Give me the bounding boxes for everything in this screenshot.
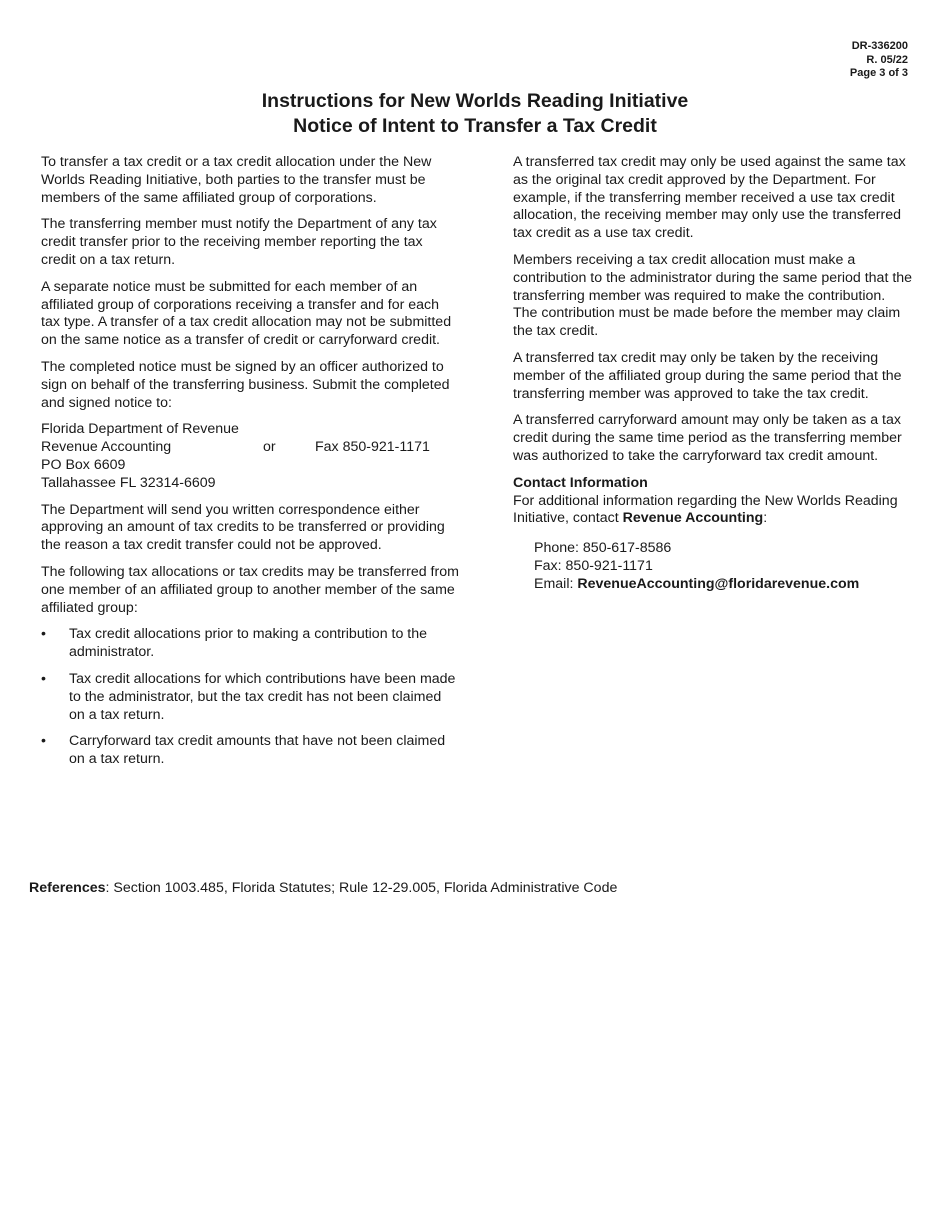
form-number: DR-336200 xyxy=(851,40,908,52)
paragraph-signing: The completed notice must be signed by an officer authorized to sign on behalf of the transferring business. Submit the completed and signed notice to: xyxy=(41,358,450,411)
list-item xyxy=(41,671,459,724)
form-identifier xyxy=(850,40,908,81)
left-column xyxy=(41,154,459,778)
contact-details xyxy=(534,540,913,593)
contact-intro-text: For additional information regarding the New Worlds Reading Initiative, contact xyxy=(513,492,898,527)
mailing-address xyxy=(41,421,459,492)
list-item xyxy=(41,733,459,769)
address-fax: Fax 850-921-1171 xyxy=(315,439,430,456)
contact-email-label: Email: xyxy=(534,575,578,592)
paragraph-carryforward: A transferred carryforward amount may only be taken as a tax credit during the same time period as the transferring member was authorized to take the carryforward tax credit amount. xyxy=(513,412,902,464)
contact-email-line xyxy=(534,576,913,594)
bullet-icon: • xyxy=(41,670,46,687)
references xyxy=(29,880,617,898)
title-line-2: Notice of Intent to Transfer a Tax Credit xyxy=(293,114,657,137)
address-or: or xyxy=(263,439,276,456)
title-line-1: Instructions for New Worlds Reading Initiative xyxy=(261,90,689,112)
paragraph-correspondence: The Department will send you written correspondence either approving an amount of tax credits to be transferred or providing the reason a tax credit transfer could not be approved. xyxy=(41,501,445,554)
paragraph-notify-department: The transferring member must notify the Department of any tax credit transfer prior to the receiving member reporting the tax credit on a tax return. xyxy=(41,216,437,268)
contact-fax: Fax: 850-921-1171 xyxy=(534,557,653,574)
paragraph-separate-notice: A separate notice must be submitted for each member of an affiliated group of corporations receiving a transfer and for each tax type. A transfer of a tax credit allocation may not be submitted on the same notice as a transfer of credit or carryforward credit. xyxy=(41,278,452,349)
address-line-2: Revenue Accounting xyxy=(41,439,172,456)
address-line-4: Tallahassee FL 32314-6609 xyxy=(41,474,216,491)
address-line-3: PO Box 6609 xyxy=(41,456,126,473)
right-column xyxy=(513,154,913,594)
paragraph-same-tax: A transferred tax credit may only be used against the same tax as the original tax credit approved by the Department. For example, if the transferring member received a use tax credit allocation, the receiving member may only use the transferred tax credit as a use tax credit. xyxy=(513,154,906,242)
contact-intro-department: Revenue Accounting xyxy=(622,510,764,527)
transferable-list xyxy=(41,626,459,769)
list-item-text: Tax credit allocations prior to making a contribution to the administrator. xyxy=(69,626,428,661)
list-item xyxy=(41,626,459,662)
address-line-1: Florida Department of Revenue xyxy=(41,421,239,438)
contact-phone: Phone: 850-617-8586 xyxy=(534,540,672,557)
references-text: : Section 1003.485, Florida Statutes; Rule 12-29.005, Florida Administrative Code xyxy=(105,880,618,896)
contact-intro-end: : xyxy=(763,510,768,527)
list-item-text: Tax credit allocations for which contributions have been made to the administrator, but the tax credit has not been claimed on a tax return. xyxy=(69,670,456,723)
contact-email-link[interactable]: RevenueAccounting@floridarevenue.com xyxy=(577,575,860,592)
paragraph-contribution: Members receiving a tax credit allocation must make a contribution to the administrator during the same period that the transferring member was required to make the contribution. The contribution must be made before the member may claim the tax credit. xyxy=(513,251,913,340)
page-title xyxy=(0,89,950,138)
bullet-icon: • xyxy=(41,733,46,750)
references-label: References xyxy=(29,880,106,896)
contact-intro xyxy=(513,493,913,529)
bullet-icon: • xyxy=(41,626,46,643)
contact-section xyxy=(513,475,913,594)
page-number: Page 3 of 3 xyxy=(849,67,908,79)
contact-heading: Contact Information xyxy=(513,474,648,491)
form-revision: R. 05/22 xyxy=(866,53,908,66)
list-item-text: Carryforward tax credit amounts that have not been claimed on a tax return. xyxy=(69,733,446,768)
paragraph-transfer-eligibility: To transfer a tax credit or a tax credit allocation under the New Worlds Reading Initiative, both parties to the transfer must be members of the same affiliated group of corporations. xyxy=(41,154,432,206)
paragraph-transferable-items: The following tax allocations or tax credits may be transferred from one member of an affiliated group to another member of the same affiliated group: xyxy=(41,563,459,616)
paragraph-same-period: A transferred tax credit may only be taken by the receiving member of the affiliated group during the same period that the transferring member was approved to take the tax credit. xyxy=(513,349,902,402)
